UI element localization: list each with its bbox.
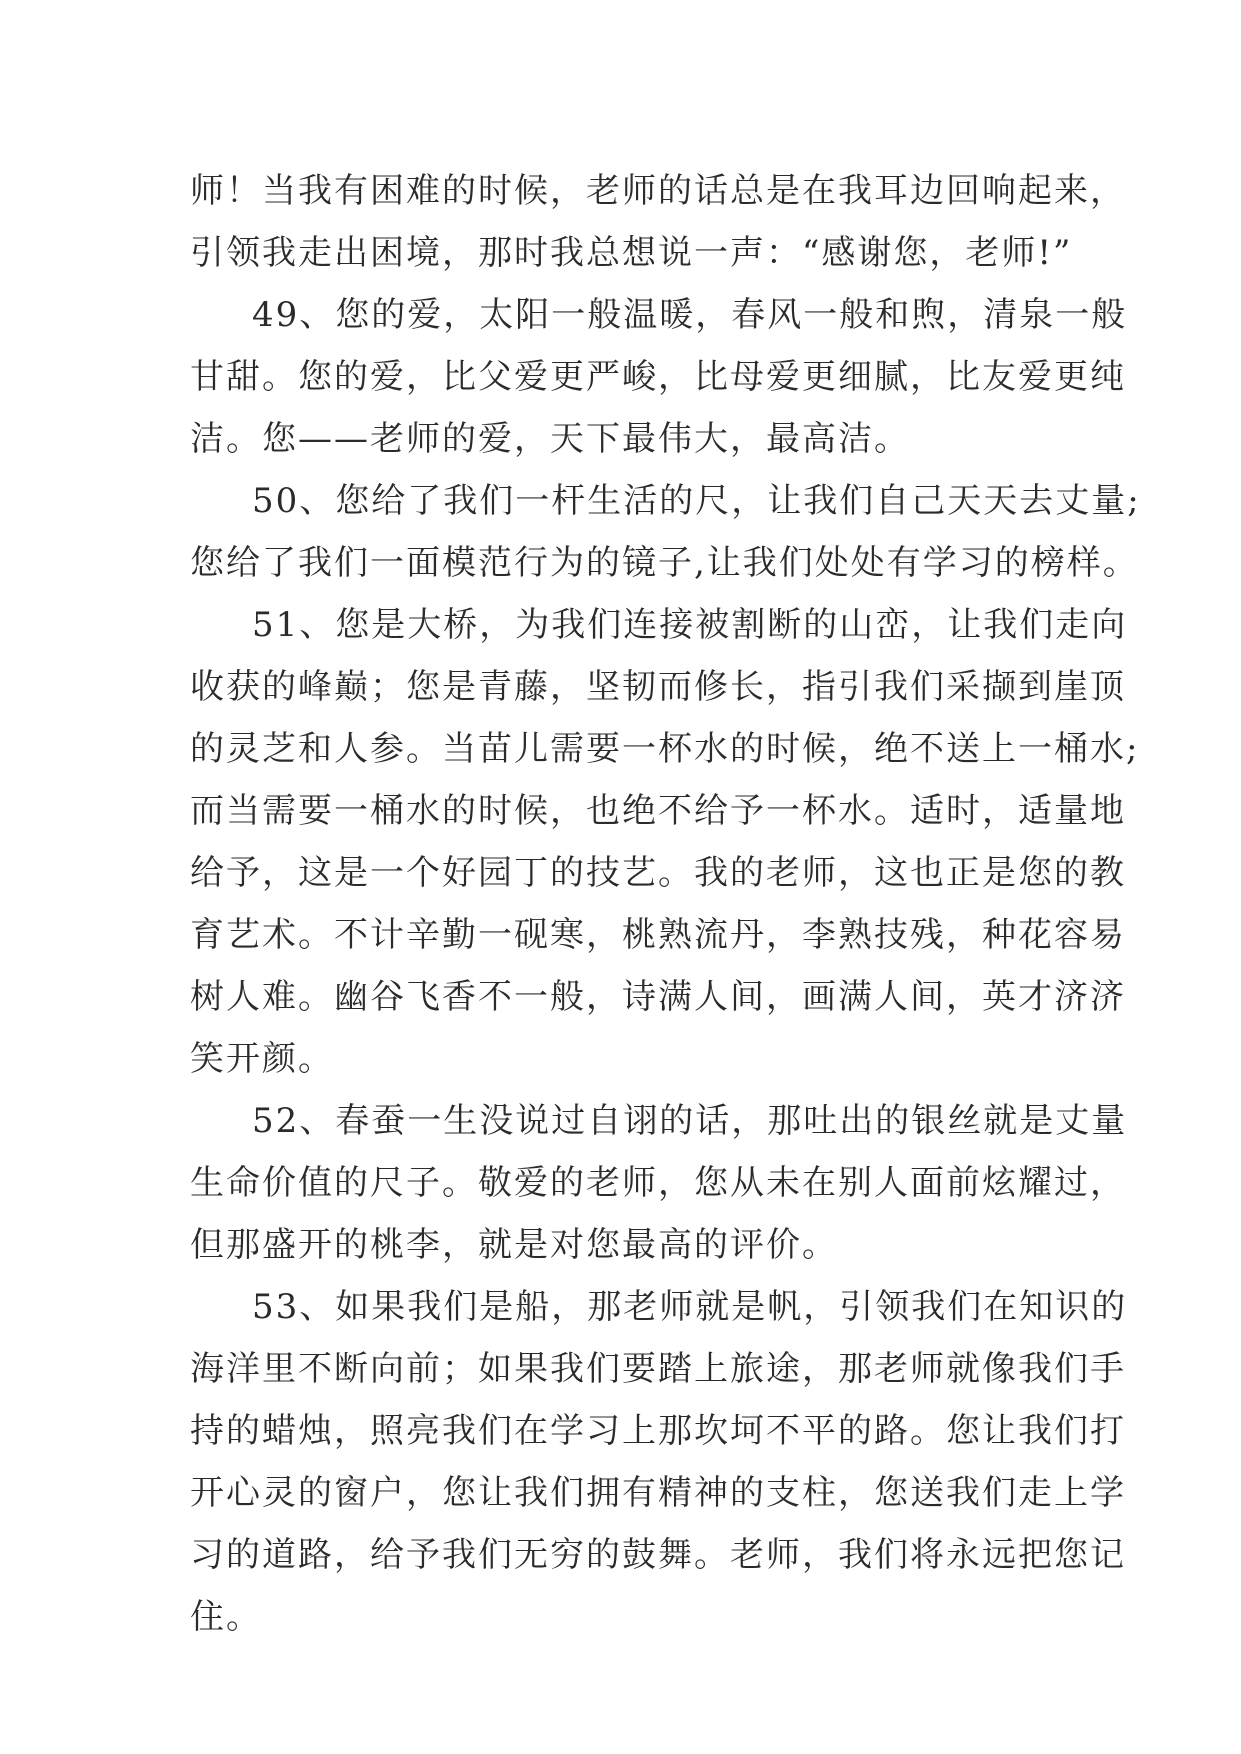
document-body bbox=[190, 160, 1141, 1648]
text-line: 师！当我有困难的时候，老师的话总是在我耳边回响起来， bbox=[190, 171, 1126, 211]
text-line: 笑开颜。 bbox=[190, 1039, 334, 1079]
text-line: 习的道路，给予我们无穷的鼓舞。老师，我们将永远把您记 bbox=[190, 1535, 1126, 1575]
paragraph-start-49: 49、您的爱，太阳一般温暖，春风一般和煦，清泉一般 bbox=[252, 295, 1128, 335]
paragraph-start-53: 53、如果我们是船，那老师就是帆，引领我们在知识的 bbox=[252, 1287, 1128, 1327]
text-line: 您给了我们一面模范行为的镜子,让我们处处有学习的榜样。 bbox=[190, 543, 1139, 583]
paragraph-start-50: 50、您给了我们一杆生活的尺，让我们自己天天去丈量; bbox=[252, 481, 1141, 521]
text-line: 育艺术。不计辛勤一砚寒，桃熟流丹，李熟技残，种花容易 bbox=[190, 915, 1126, 955]
text-line: 洁。您——老师的爱，天下最伟大，最高洁。 bbox=[190, 419, 910, 459]
text-line: 甘甜。您的爱，比父爱更严峻，比母爱更细腻，比友爱更纯 bbox=[190, 357, 1126, 397]
text-line: 但那盛开的桃李，就是对您最高的评价。 bbox=[190, 1225, 838, 1265]
text-line: 给予，这是一个好园丁的技艺。我的老师，这也正是您的教 bbox=[190, 853, 1126, 893]
paragraph-start-52: 52、春蚕一生没说过自诩的话，那吐出的银丝就是丈量 bbox=[252, 1101, 1128, 1141]
text-line: 而当需要一桶水的时候，也绝不给予一杯水。适时，适量地 bbox=[190, 791, 1126, 831]
text-line: 生命价值的尺子。敬爱的老师，您从未在别人面前炫耀过， bbox=[190, 1163, 1126, 1203]
paragraph-start-51: 51、您是大桥，为我们连接被割断的山峦，让我们走向 bbox=[252, 605, 1128, 645]
text-line: 树人难。幽谷飞香不一般，诗满人间，画满人间，英才济济 bbox=[190, 977, 1126, 1017]
text-line: 的灵芝和人参。当苗儿需要一杯水的时候，绝不送上一桶水; bbox=[190, 729, 1140, 769]
text-line: 引领我走出困境，那时我总想说一声：“感谢您，老师!” bbox=[190, 233, 1073, 273]
text-line: 持的蜡烛，照亮我们在学习上那坎坷不平的路。您让我们打 bbox=[190, 1411, 1126, 1451]
text-line: 开心灵的窗户，您让我们拥有精神的支柱，您送我们走上学 bbox=[190, 1473, 1126, 1513]
text-line: 海洋里不断向前；如果我们要踏上旅途，那老师就像我们手 bbox=[190, 1349, 1126, 1389]
text-line: 住。 bbox=[190, 1597, 262, 1637]
text-line: 收获的峰巅；您是青藤，坚韧而修长，指引我们采撷到崖顶 bbox=[190, 667, 1126, 707]
